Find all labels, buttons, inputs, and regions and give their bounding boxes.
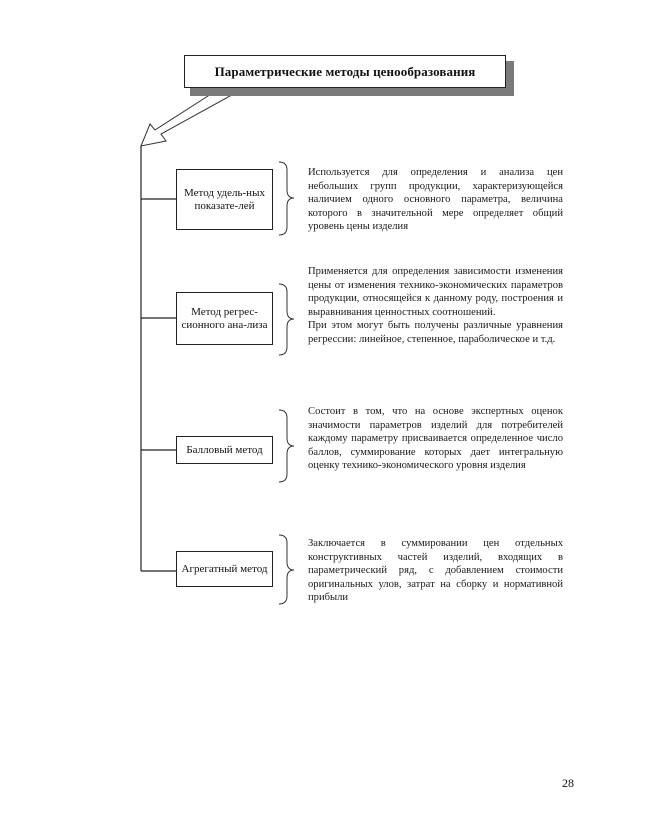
brace-icon [279, 410, 294, 482]
method-box-regression [176, 292, 273, 345]
method-description [308, 265, 563, 347]
method-description [308, 537, 563, 605]
page-number: 28 [562, 776, 574, 790]
method-box-scoring [176, 436, 273, 464]
method-label: Метод удель-ных показате-лей [184, 186, 265, 212]
method-label: Метод регрес-сионного ана-лиза [181, 305, 268, 331]
diagram-title: Параметрические методы ценообразования [184, 55, 506, 88]
brace-icon [279, 162, 294, 235]
method-label: Агрегатный метод [181, 562, 268, 575]
method-box-specific-indicators [176, 169, 273, 230]
description-paragraph: Заключается в суммировании цен отдельных конструктивных частей изделий, входящих в параметрический ряд, с добавлением стоимости оригинальных улов, затрат на сборку и нормативной прибыли [308, 538, 563, 604]
method-label: Балловый метод [186, 443, 263, 456]
description-paragraph: Состоит в том, что на основе экспертных оценок значимости параметров изделий для потребителей каждому параметру присваивается определенное число баллов, суммирование которых дает интегральную оценку технико-экономического уровня изделия [308, 406, 563, 472]
description-paragraph: Используется для определения и анализа цен небольших групп продукции, характеризующейся наличием одного основного параметра, величина которого в значительной мере определяет общий уровень цены изделия [308, 167, 563, 233]
brace-icon [279, 284, 294, 355]
description-paragraph: Применяется для определения зависимости изменения цены от изменения технико-экономических параметров продукции, относящейся к данному роду, построения и выравнивания ценностных соотношений. [308, 266, 563, 318]
method-box-aggregate [176, 551, 273, 587]
description-paragraph: При этом могут быть получены различные уравнения регрессии: линейное, степенное, параболическое и т.д. [308, 320, 563, 345]
method-description [308, 405, 563, 473]
brace-icon [279, 535, 294, 604]
method-description [308, 166, 563, 234]
